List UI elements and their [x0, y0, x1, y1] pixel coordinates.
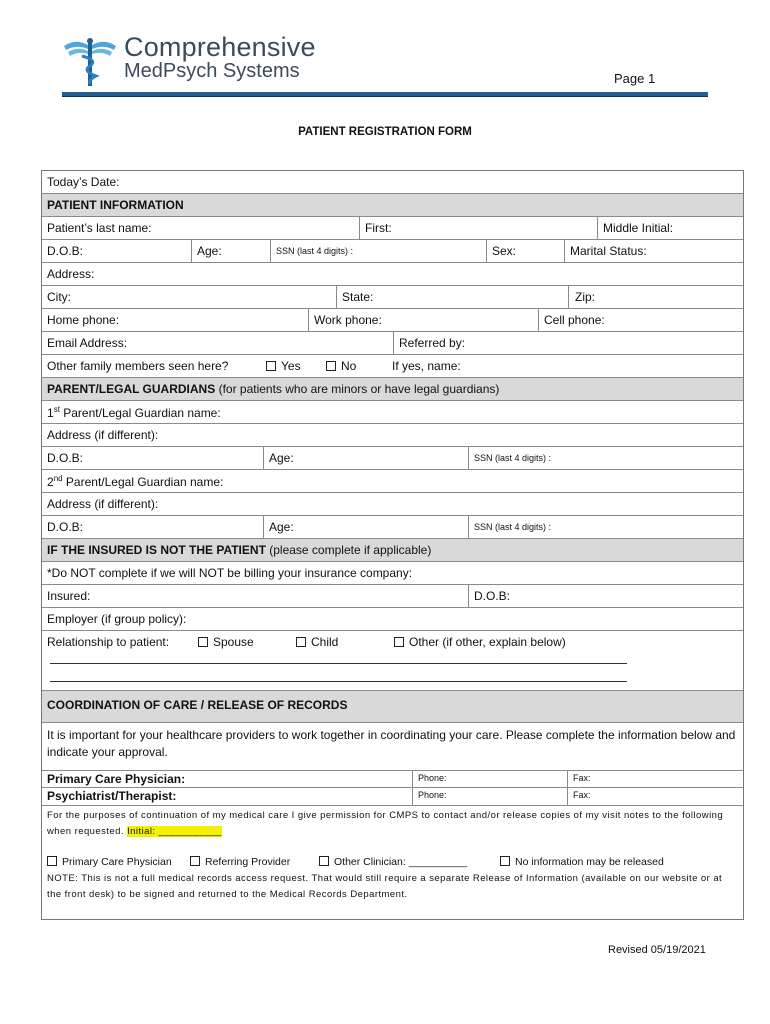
release-pcp-option[interactable]	[47, 856, 172, 868]
insured-note: *Do NOT complete if we will NOT be billing your insurance company:	[47, 566, 413, 580]
release-pcp-checkbox[interactable]	[47, 856, 57, 866]
release-referring-checkbox[interactable]	[190, 856, 200, 866]
no-label: No	[341, 359, 357, 373]
guardian1-age-field[interactable]: Age:	[263, 447, 468, 469]
psych-row	[42, 788, 743, 806]
guardian2-dob-row	[42, 516, 743, 539]
spouse-checkbox[interactable]	[198, 637, 208, 647]
cell-phone-field[interactable]: Cell phone:	[538, 309, 743, 331]
guardian2-age-field[interactable]: Age:	[263, 516, 468, 538]
relationship-row	[42, 631, 743, 691]
family-yes-option[interactable]	[261, 355, 306, 377]
insured-row	[42, 585, 743, 608]
release-none-option[interactable]	[500, 856, 664, 868]
psych-fax-field[interactable]: Fax:	[567, 788, 743, 805]
patient-info-header	[42, 194, 743, 217]
todays-date-field[interactable]: Today’s Date:	[47, 175, 120, 189]
coordination-intro: It is important for your healthcare providers to work together in coordinating your care. Please complete the information below and indicate your approval.	[47, 728, 736, 759]
psych-label: Psychiatrist/Therapist:	[47, 789, 177, 803]
ssn-field[interactable]: SSN (last 4 digits) :	[270, 240, 486, 262]
todays-date-row	[42, 171, 743, 194]
release-none-checkbox[interactable]	[500, 856, 510, 866]
insured-dob-field[interactable]: D.O.B:	[468, 585, 743, 607]
guardian1-name-field[interactable]: 1st Parent/Legal Guardian name:	[47, 405, 221, 420]
explain-line-2[interactable]	[50, 681, 627, 682]
family-no-option[interactable]	[321, 355, 361, 377]
revision-date: Revised 05/19/2021	[608, 944, 706, 956]
pcp-phone-field[interactable]: Phone:	[412, 771, 567, 787]
marital-status-field[interactable]: Marital Status:	[564, 240, 743, 262]
header-rule	[62, 92, 708, 97]
section-heading: IF THE INSURED IS NOT THE PATIENT (please complete if applicable)	[47, 543, 432, 557]
pcp-label: Primary Care Physician:	[47, 772, 186, 786]
dob-field[interactable]: D.O.B:	[47, 244, 84, 258]
middle-initial-field[interactable]: Middle Initial:	[597, 217, 743, 239]
release-other-checkbox[interactable]	[319, 856, 329, 866]
email-row	[42, 332, 743, 355]
dob-row	[42, 240, 743, 263]
guardians-header	[42, 378, 743, 401]
family-question: Other family members seen here?	[47, 359, 229, 373]
pcp-row	[42, 771, 743, 788]
child-option[interactable]	[291, 631, 343, 654]
spouse-label: Spouse	[213, 635, 254, 649]
form-title: PATIENT REGISTRATION FORM	[298, 126, 472, 138]
insured-note-row	[42, 562, 743, 585]
work-phone-field[interactable]: Work phone:	[308, 309, 538, 331]
section-heading: PARENT/LEGAL GUARDIANS (for patients who are minors or have legal guardians)	[47, 382, 500, 396]
guardian2-ssn-field[interactable]: SSN (last 4 digits) :	[468, 516, 743, 538]
guardian1-ssn-field[interactable]: SSN (last 4 digits) :	[468, 447, 743, 469]
release-other-option[interactable]	[319, 856, 467, 868]
first-name-field[interactable]: First:	[359, 217, 597, 239]
guardian1-dob-field[interactable]: D.O.B:	[47, 451, 84, 465]
brand-subname: MedPsych Systems	[124, 60, 300, 82]
company-logo	[62, 32, 316, 88]
release-note: NOTE: This is not a full medical records access request. That would still require a separate Release of Information (available on our website or at the front desk) to be signed and returned to the Medical Records Department.	[47, 873, 723, 900]
guardian1-dob-row	[42, 447, 743, 470]
pcp-fax-field[interactable]: Fax:	[567, 771, 743, 787]
initial-field[interactable]: Initial: ___________	[127, 826, 222, 837]
other-option[interactable]	[389, 631, 571, 654]
insured-header	[42, 539, 743, 562]
state-field[interactable]: State:	[336, 286, 568, 308]
psych-phone-field[interactable]: Phone:	[412, 788, 567, 805]
guardian1-name-row	[42, 401, 743, 424]
release-options	[47, 856, 737, 872]
section-heading: PATIENT INFORMATION	[47, 198, 184, 212]
guardian2-address-field[interactable]: Address (if different):	[47, 497, 159, 511]
zip-field[interactable]: Zip:	[568, 286, 743, 308]
email-field[interactable]: Email Address:	[47, 336, 128, 350]
spouse-option[interactable]	[193, 631, 259, 654]
employer-row	[42, 608, 743, 631]
sex-field[interactable]: Sex:	[486, 240, 564, 262]
release-none-label: No information may be released	[515, 856, 664, 868]
registration-form	[41, 170, 744, 920]
child-checkbox[interactable]	[296, 637, 306, 647]
relationship-label: Relationship to patient:	[47, 635, 170, 649]
release-pcp-label: Primary Care Physician	[62, 856, 172, 868]
section-heading: COORDINATION OF CARE / RELEASE OF RECORDS	[47, 698, 348, 712]
child-label: Child	[311, 635, 339, 649]
guardian2-name-row	[42, 470, 743, 493]
brand-name: Comprehensive	[124, 32, 316, 62]
family-names-field[interactable]: If yes, name:	[392, 359, 461, 373]
employer-field[interactable]: Employer (if group policy):	[47, 612, 187, 626]
last-name-field[interactable]: Patient’s last name:	[47, 221, 152, 235]
yes-label: Yes	[281, 359, 301, 373]
insured-name-field[interactable]: Insured:	[47, 589, 91, 603]
other-checkbox[interactable]	[394, 637, 404, 647]
guardian2-address-row	[42, 493, 743, 516]
city-row	[42, 286, 743, 309]
release-referring-label: Referring Provider	[205, 856, 291, 868]
phone-row	[42, 309, 743, 332]
release-other-label: Other Clinician: __________	[334, 856, 468, 868]
guardian2-dob-field[interactable]: D.O.B:	[47, 520, 84, 534]
page-number: Page 1	[614, 71, 656, 86]
address-row	[42, 263, 743, 286]
guardian1-address-row	[42, 424, 743, 447]
name-row	[42, 217, 743, 240]
family-row	[42, 355, 743, 378]
explain-line-1[interactable]	[50, 663, 627, 664]
age-field[interactable]: Age:	[191, 240, 270, 262]
guardian2-name-field[interactable]: 2nd Parent/Legal Guardian name:	[47, 474, 224, 489]
referred-by-field[interactable]: Referred by:	[393, 332, 743, 354]
coordination-header	[42, 691, 743, 723]
coordination-intro-row	[42, 723, 743, 771]
other-label: Other (if other, explain below)	[409, 635, 566, 649]
city-field[interactable]: City:	[47, 290, 71, 304]
guardian1-address-field[interactable]: Address (if different):	[47, 428, 159, 442]
release-section	[42, 806, 743, 920]
address-field[interactable]: Address:	[47, 267, 95, 281]
home-phone-field[interactable]: Home phone:	[47, 313, 120, 327]
caduceus-icon	[62, 36, 118, 88]
no-checkbox[interactable]	[326, 361, 336, 371]
permission-text: For the purposes of continuation of my medical care I give permission for CMPS to contact and/or release copies of my visit notes to the following when requested. Initial: ___________	[47, 810, 724, 837]
release-referring-option[interactable]	[190, 856, 290, 868]
yes-checkbox[interactable]	[266, 361, 276, 371]
